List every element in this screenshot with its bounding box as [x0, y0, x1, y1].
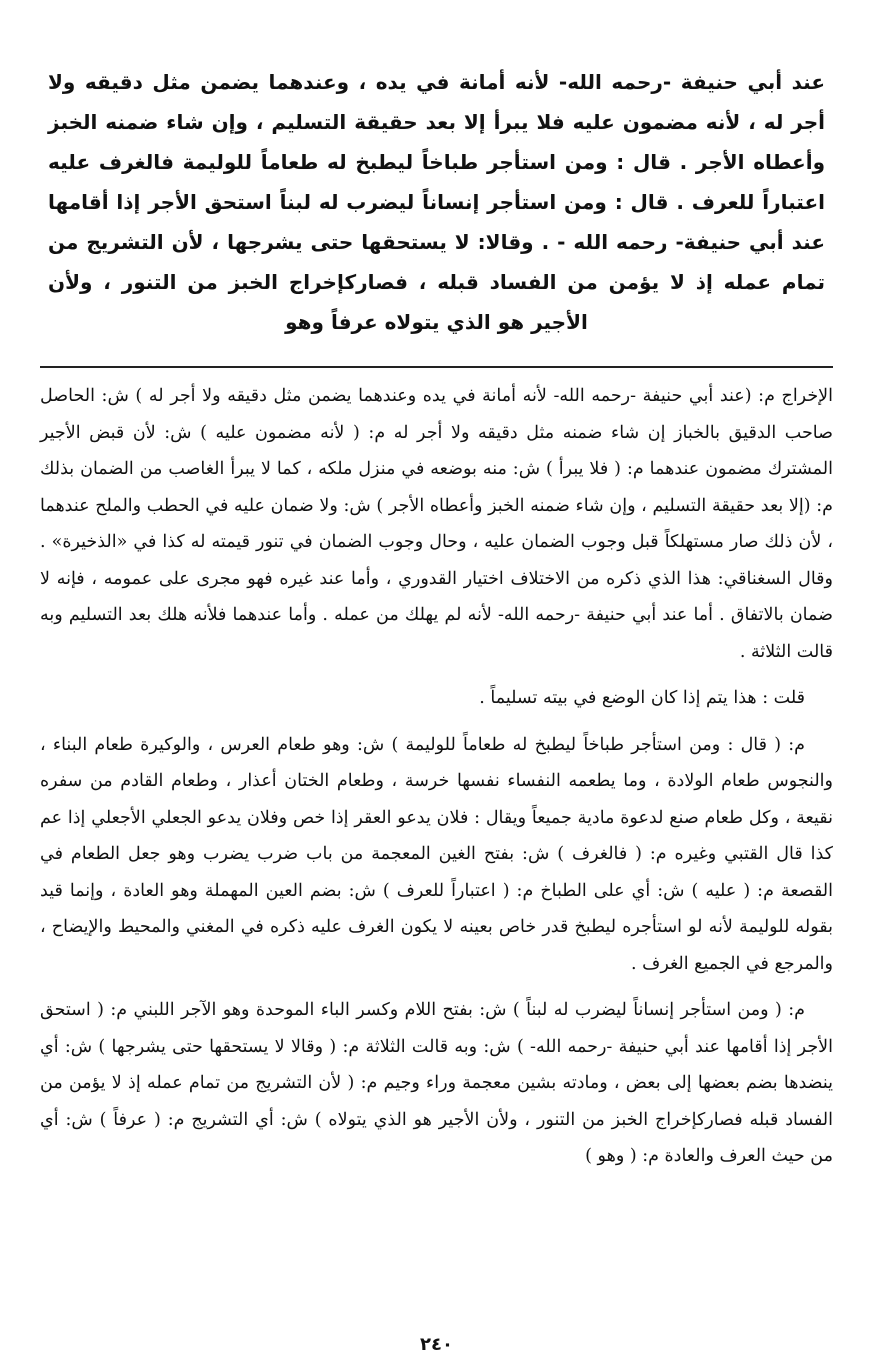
- commentary-paragraph: قلت : هذا يتم إذا كان الوضع في بيته تسليماً .: [479, 688, 805, 708]
- commentary-paragraph: م: ( ومن استأجر إنساناً ليضرب له لبناً ) ش: بفتح اللام وكسر الباء الموحدة وهو الآجر اللبني م: ( استحق الأجر إذا أقامها عند أبي حنيفة -رحمه الله- ) ش: وبه قالت الثلاثة م: ( وقالا لا يستحقها حتى يشرجها ) ش: أي ينضدها بضم بعضها إلى بعض ، ومادته بشين معجمة وراء وجيم م: ( لأن التشريج من تمام عمله إذ لا يؤمن من الفساد قبله فصاركإخراج الخبز من التنور ، ولأن الأجير هو الذي يتولاه ) ش: أي التشريج م: ( عرفاً ) ش: أي من حيث العرف والعادة م: ( وهو ): [40, 1000, 833, 1166]
- page-number: ٢٤٠: [420, 1334, 453, 1355]
- main-text: عند أبي حنيفة -رحمه الله- لأنه أمانة في يده ، وعندهما يضمن مثل دقيقه ولا أجر له ، لأنه مضمون عليه فلا يبرأ إلا بعد حقيقة التسليم ، وإن شاء ضمنه الخبز وأعطاه الأجر . قال : ومن استأجر طباخاً ليطبخ له طعاماً للوليمة فالغرف عليه اعتباراً للعرف . قال : ومن استأجر إنساناً ليضرب له لبناً استحق الأجر إذا أقامها عند أبي حنيفة- رحمه الله - . وقالا: لا يستحقها حتى يشرجها ، لأن التشريج من تمام عمله إذ لا يؤمن من الفساد قبله ، فصاركإخراج الخبز من التنور ، ولأن الأجير هو الذي يتولاه عرفاً وهو: [48, 70, 825, 334]
- commentary-section: [40, 378, 833, 1175]
- commentary-paragraph: م: ( قال : ومن استأجر طباخاً ليطبخ له طعاماً للوليمة ) ش: وهو طعام العرس ، والوكيرة طعام البناء ، والنجوس طعام الولادة ، وما يطعمه النفساء نفسها خرسة ، وطعام الختان أعذار ، وطعام القادم من سفره نقيعة ، وكل طعام صنع لدعوة مادية جميعاً ويقال : فلان يدعو العقر إذا خص وفلان يدعو الجعلي الأجعلي إذا عم كذا قال القتبي وغيره م: ( فالغرف ) ش: بفتح الغين المعجمة من باب ضرب يضرب وهو جعل الطعام في القصعة م: ( عليه ) ش: أي على الطباخ م: ( اعتباراً للعرف ) ش: بضم العين المهملة وهو العادة ، وإنما قيد بقوله للوليمة لأنه لو استأجره ليطبخ قدر خاص بعينه لا يكون الغرف عليه ذكره في المغني والمحيط والإيضاح ، والمرجع في الجميع الغرف .: [40, 734, 833, 974]
- book-page: [40, 62, 833, 1367]
- commentary-paragraph: الإخراج م: (عند أبي حنيفة -رحمه الله- لأنه أمانة في يده وعندهما يضمن مثل دقيقه ولا أجر له ) ش: الحاصل صاحب الدقيق بالخباز إن شاء ضمنه مثل دقيقه ولا أجر له م: ( لأنه مضمون عليه ) ش: لأن قبض الأجير المشترك مضمون عندهما م: ( فلا يبرأ ) ش: منه بوضعه في منزل ملكه ، كما لا يبرأ الغاصب من الضمان بذلك م: (إلا بعد حقيقة التسليم ، وإن شاء ضمنه الخبز وأعطاه الأجر ) ش: ولا ضمان عليه في الحطب والملح عندهما ، لأن ذلك صار مستهلكاً قبل وجوب الضمان عليه ، وحال وجوب الضمان في تنور قيمته له كذا في «الذخيرة» . وقال السغناقي: هذا الذي ذكره من الاختلاف اختيار القدوري ، وأما عند غيره فهو مجرى على عمومه ، فإنه لا ضمان بالاتفاق . أما عند أبي حنيفة -رحمه الله- لأنه لم يهلك من عمله . وأما عندهما فلأنه هلك بعد التسليم وبه قالت الثلاثة .: [40, 386, 833, 662]
- section-divider: [40, 366, 833, 368]
